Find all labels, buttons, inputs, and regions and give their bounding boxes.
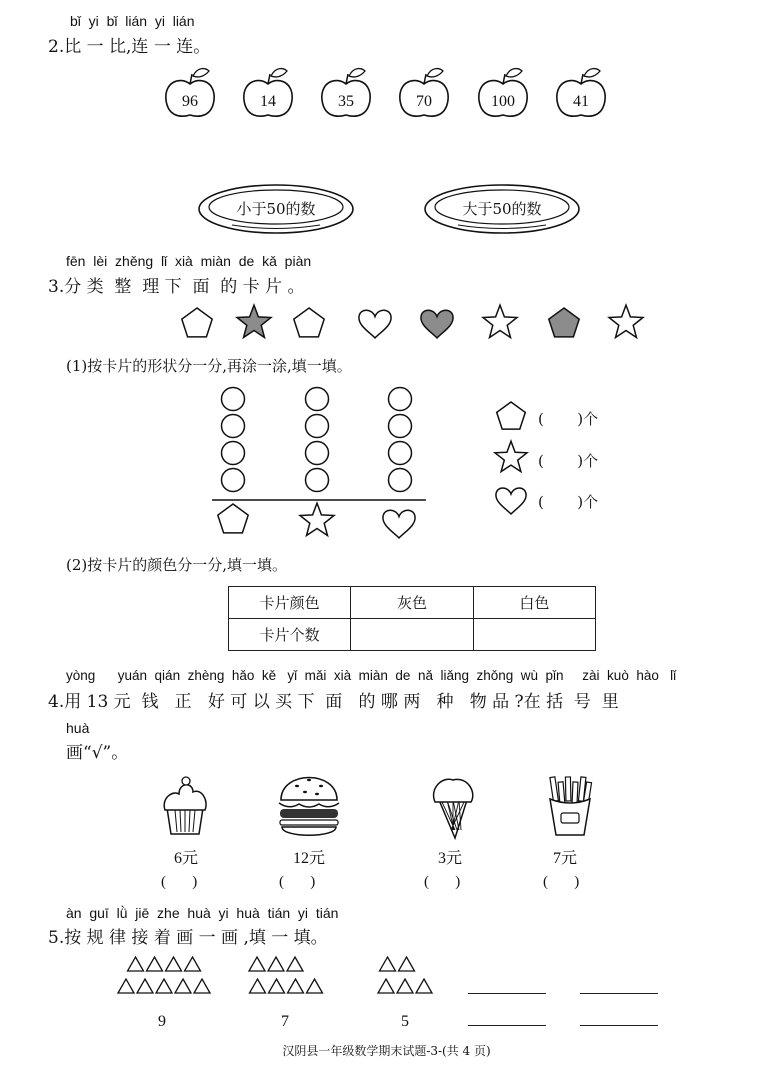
apple-number: 35 <box>338 93 354 110</box>
triangle-icon <box>185 957 201 971</box>
q4-title: 4.用 13 元 钱 正 好 可 以 买 下 面 的 哪 两 种 物 品 ?在 括 号 里 <box>48 692 619 712</box>
page-footer: 汉阴县一年级数学期末试题-3-(共 4 页) <box>282 1044 491 1058</box>
cupcake-check-box[interactable]: ( ) <box>161 874 198 890</box>
triangle-icon <box>287 957 303 971</box>
triangle-icon <box>194 979 210 993</box>
q2-pinyin: bǐ yi bǐ lián yi lián <box>70 13 195 29</box>
triangle-icon <box>397 979 413 993</box>
pentagon-icon <box>294 308 324 337</box>
q3-pinyin: fēn lèi zhěng lǐ xià miàn de kǎ piàn <box>66 253 312 269</box>
triangle-icon <box>268 957 284 971</box>
heart-icon <box>383 510 415 538</box>
color-circle[interactable] <box>222 415 245 438</box>
heart-icon <box>359 310 391 338</box>
triangle-icon <box>307 979 323 993</box>
count-answer-line-2[interactable] <box>580 1025 658 1026</box>
hamburger-price: 12元 <box>292 850 325 867</box>
triangle-icon <box>249 957 265 971</box>
table-row-label: 卡片个数 <box>229 619 351 651</box>
apple-number: 14 <box>260 93 276 110</box>
pattern-count-1: 9 <box>158 1013 166 1030</box>
plate-more-label: 大于50的数 <box>462 200 542 218</box>
color-circle[interactable] <box>306 469 329 492</box>
hamburger-check-box[interactable]: ( ) <box>279 874 316 890</box>
color-circle[interactable] <box>222 442 245 465</box>
q4-title-2: 画“√”。 <box>66 743 129 763</box>
triangle-icon <box>175 979 191 993</box>
cupcake-icon <box>164 777 206 834</box>
q5-pinyin: àn guī lǜ jiē zhe huà yi huà tián yi tián <box>66 905 339 921</box>
color-circle[interactable] <box>306 415 329 438</box>
pattern-count-2: 7 <box>281 1013 289 1030</box>
heart-icon <box>421 310 453 338</box>
hamburger-icon <box>279 778 339 836</box>
triangle-icon <box>156 979 172 993</box>
fries-check-box[interactable]: ( ) <box>543 874 580 890</box>
fries-price: 7元 <box>552 850 577 867</box>
pentagon-icon <box>218 504 248 533</box>
answer-heart-count[interactable]: ( )个 <box>538 493 599 511</box>
q3-part2-title: (2)按卡片的颜色分一分,填一填。 <box>66 556 288 574</box>
pentagon-icon <box>182 308 212 337</box>
table-row <box>229 619 596 651</box>
triangle-icon <box>399 957 415 971</box>
draw-answer-line-2[interactable] <box>580 993 658 994</box>
star-icon <box>609 305 643 337</box>
q4-pinyin: yòng yuán qián zhèng hǎo kě yǐ mǎi xià miàn de nǎ liǎng zhǒng wù pǐn zài kuò hào lǐ <box>66 668 677 683</box>
apple-number: 70 <box>416 93 432 110</box>
apple-number: 100 <box>491 93 515 110</box>
color-circle[interactable] <box>389 442 412 465</box>
color-circle[interactable] <box>222 388 245 411</box>
star-icon <box>300 503 334 535</box>
plate-less-label: 小于50的数 <box>236 200 316 218</box>
color-circle[interactable] <box>389 469 412 492</box>
count-answer-line-1[interactable] <box>468 1025 546 1026</box>
color-circle[interactable] <box>389 388 412 411</box>
heart-icon <box>496 488 526 514</box>
star-icon <box>495 441 527 471</box>
triangle-icon <box>380 957 396 971</box>
icecream-price: 3元 <box>437 850 462 867</box>
gray-count-cell[interactable] <box>351 619 473 651</box>
draw-answer-line-1[interactable] <box>468 993 546 994</box>
triangle-icon <box>250 979 266 993</box>
table-header-cell: 白色 <box>473 587 595 619</box>
color-circle[interactable] <box>389 415 412 438</box>
pentagon-icon <box>497 402 526 429</box>
triangle-icon <box>288 979 304 993</box>
answer-pentagon-count[interactable]: ( )个 <box>538 410 599 428</box>
triangle-icon <box>137 979 153 993</box>
triangle-icon <box>166 957 182 971</box>
triangle-icon <box>147 957 163 971</box>
color-circle[interactable] <box>306 442 329 465</box>
q3-part1-title: (1)按卡片的形状分一分,再涂一涂,填一填。 <box>66 357 352 375</box>
triangle-icon <box>378 979 394 993</box>
star-icon <box>237 305 271 337</box>
color-circle[interactable] <box>306 388 329 411</box>
q3-title: 3.分 类 整 理 下 面 的 卡 片 。 <box>48 277 305 297</box>
color-circle[interactable] <box>222 469 245 492</box>
fries-icon <box>550 777 592 835</box>
color-count-table <box>228 586 596 651</box>
apple-number: 41 <box>573 93 589 110</box>
triangle-icon <box>128 957 144 971</box>
table-row <box>229 587 596 619</box>
icecream-check-box[interactable]: ( ) <box>424 874 461 890</box>
triangle-icon <box>118 979 134 993</box>
triangle-icon <box>269 979 285 993</box>
table-header-cell: 灰色 <box>351 587 473 619</box>
triangle-icon <box>416 979 432 993</box>
q4-pinyin-2: huà <box>66 720 90 736</box>
icecream-icon <box>434 779 473 838</box>
pentagon-icon <box>549 308 579 337</box>
answer-star-count[interactable]: ( )个 <box>538 452 599 470</box>
table-header-cell: 卡片颜色 <box>229 587 351 619</box>
pattern-count-3: 5 <box>401 1013 409 1030</box>
q5-title: 5.按 规 律 接 着 画 一 画 ,填 一 填。 <box>48 928 328 948</box>
star-icon <box>483 305 517 337</box>
white-count-cell[interactable] <box>473 619 595 651</box>
q2-title: 2.比 一 比,连 一 连。 <box>48 37 211 57</box>
cupcake-price: 6元 <box>173 850 198 867</box>
apple-number: 96 <box>182 93 198 110</box>
